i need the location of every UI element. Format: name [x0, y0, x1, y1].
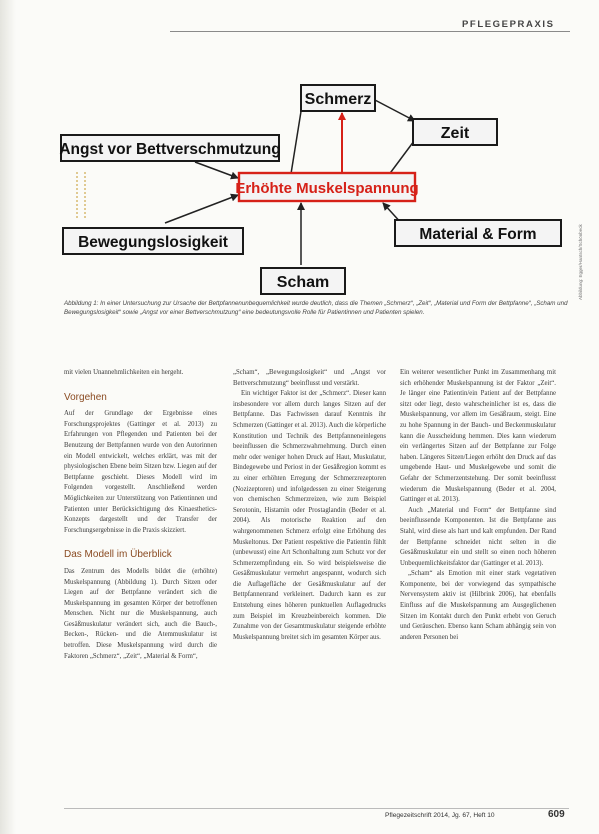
- section-label: PFLEGEPRAXIS: [462, 19, 555, 30]
- box-bewegung: [63, 228, 243, 254]
- box-material-label: Material & Form: [419, 226, 537, 243]
- figure-credit: [578, 170, 588, 300]
- text-column-3: [400, 368, 556, 643]
- paragraph: „Scham“ als Emotion mit einer stark vegetativen Komponente, bei der vorwiegend das sympathische Nervensystem aktiv ist (Hilbrink 2006), hat ebenfalls Einfluss auf die Muskelspannung am Ausgeglichenen Sitzen im Kontakt durch den Punkt erhebt von Geruch und Geräuschen. Ebenso kann Scham abhängig sein von anderen Personen bei: [400, 570, 556, 641]
- figure-diagram: [55, 75, 575, 297]
- paragraph: Auf der Grundlage der Ergebnisse eines Forschungsprojektes (Gattinger et al. 2013) zu Erfahrungen von Pflegenden und Patienten bei der Benutzung der Bettpfannen wurde von den Autorinnen ein Modell entwickelt, welches erklärt, was mit der physiologischen Ebene beim Sitzen bzw. Liegen auf der Bettpfanne geschieht. Dieses Modell wird im Folgenden vorgestellt. Anschließend werden Möglichkeiten zur Unterstützung von Patientinnen und Patienten unter Berücksichtigung des Kinaesthetics-Konzepts dargestellt und der Transfer der Forschungsergebnisse in die Praxis skizziert.: [64, 410, 217, 534]
- arrow-schmerz-zeit: [373, 99, 415, 121]
- page-number: 609: [548, 809, 565, 820]
- paragraph: Auch „Material und Form“ der Bettpfanne sind beeinflussende Komponenten. Ist die Bettpfanne aus Stahl, wird diese als hart und kalt empfunden. Der Rand der Bettpfanne schneidet nicht selten in die Gesäßmuskulatur ein und stellt so einen noch höheren Unbequemlichkeitsfaktor dar (Gattinger et al. 2013).: [400, 506, 556, 567]
- page-fold-shadow: [0, 0, 16, 834]
- heading-vorgehen: Vorgehen: [64, 391, 107, 403]
- figure-credit-text: Abbildung: Egger/Hantsch/Schönbeck: [578, 224, 583, 300]
- text-column-1: [64, 368, 217, 662]
- box-schmerz: [301, 85, 375, 111]
- footer-rule: [64, 808, 569, 809]
- box-scham-label: Scham: [276, 274, 330, 291]
- box-bewegung-label: Bewegungslosigkeit: [78, 234, 228, 251]
- box-schmerz-label: Schmerz: [304, 91, 372, 108]
- box-center-label: Erhöhte Muskelspannung: [235, 180, 419, 197]
- paragraph: mit vielen Unannehmlichkeiten ein hergeht.: [64, 369, 184, 376]
- journal-reference: Pflegezeitschrift 2014, Jg. 67, Heft 10: [385, 812, 495, 819]
- box-zeit: [413, 119, 497, 145]
- box-angst-label: Angst vor Bettverschmutzung: [59, 141, 281, 158]
- paragraph: Ein wichtiger Faktor ist der „Schmerz“. Dieser kann insbesondere vor allem durch langes Sitzen auf der Bettpfanne. Das Fachwissen darauf Kenntnis ihr Schmerzen (Gattinger et al. 2013). Auch die körperliche Konstitution und Technik des Bettpfanneneinlegens beeinflussen die Schmerzwahrnehmung. Durch einen mehr oder weniger hohen Druck auf Haut, Muskulatur, Bindegewebe und Periost in der Gesäßregion kommt es zu einer erhöhten Erregung der Schmerzrezeptoren (Nozizeptoren) und infolgedessen zu einer Steigerung von chemischen Schmerzreizen, wie zum Beispiel Serotonin, Histamin oder Prostaglandin (Beder et al. 2004). Als motorische Reaktion auf den wahrgenommenen Schmerz erfolgt eine Erhöhung des Muskeltonus. Der Patient respektive die Patientin fühlt (unbewusst) eine Art Schonhaltung zum Schutz vor der Schmerzempfindung ein. So wird beispielsweise die Gesäßmuskulatur vermehrt angespannt, wodurch sich die Auflagefläche der Gesäßmuskulatur auf der Bettpfannenrand verkleinert. Dadurch kann es zur Entstehung eines höheren punktuellen Auflagedrucks zum Beispiel im Kreuzbeinbereich kommen. Die Zunahme von der Gesamtmuskulatur steigende erhöhte Muskelspannung breitet sich im gesamten Körper aus.: [233, 390, 386, 641]
- heading-modell: Das Modell im Überblick: [64, 549, 172, 561]
- figure-caption: Abbildung 1: In einer Untersuchung zur Ursache der Bettpfannenunbequemlichkeit wurde deutlich, dass die Themen „Schmerz“, „Zeit“, „Material und Form der Bettpfanne“, „Scham und Bewegungslosigkeit“ sowie „Angst vor einer Bettverschmutzung“ eine bedeutungsvolle Rolle für Patientinnen und Patienten spielen.: [64, 300, 568, 317]
- arrow-angst-center: [195, 162, 238, 178]
- paragraph: Das Zentrum des Modells bildet die (erhöhte) Muskelspannung (Abbildung 1). Durch Sitzen oder Liegen auf der Bettpfanne verändert sich die Muskelspannung im gesamten Körper der betroffenen Menschen. Nicht nur die Muskelspannung, auch Gesäßmuskulatur verändert sich, auch die Bauch-, Becken-, Rücken- und die Atemmuskulatur ist betroffen. Diese Muskelspannung wird durch die Faktoren „Schmerz“, „Zeit“, „Material & Form“,: [64, 567, 217, 660]
- paragraph: „Scham“, „Bewegungslosigkeit“ und „Angst vor Bettverschmutzung“ beeinflusst und verstärkt.: [233, 369, 386, 387]
- box-zeit-label: Zeit: [440, 125, 470, 142]
- box-scham: [261, 268, 345, 294]
- header-rule: [170, 31, 570, 32]
- paragraph: Ein weiterer wesentlicher Punkt im Zusammenhang mit sich erhöhender Muskelspannung ist der Faktor „Zeit“. Je länger eine Patientin/ein Patient auf der Bettpfanne sitzt oder liegt, desto wahrscheinlicher ist es, dass die Muskelspannung, vor allem im Gesäßraum, steigt. Eine zu hohe Spannung in der Bauch- und Beckenmuskulatur kann die Ausscheidung hemmen. Dies kann wiederum ein verlängertes Sitzen auf der Bettpfanne zur Folge haben. Längeres Sitzen/Liegen erhöht den Druck auf das umgebende Haut- und Muskelgewebe und somit die Gefahr der Schmerzentstehung. Der somit beeinflusst wiederum die Muskelspannung (Beder et al. 2004, Gattinger et al. 2013).: [400, 369, 556, 504]
- box-center: [235, 173, 418, 201]
- arrow-bewegung-center: [165, 195, 238, 223]
- text-column-2: [233, 368, 386, 643]
- box-angst: [59, 135, 280, 161]
- box-material: [395, 220, 561, 246]
